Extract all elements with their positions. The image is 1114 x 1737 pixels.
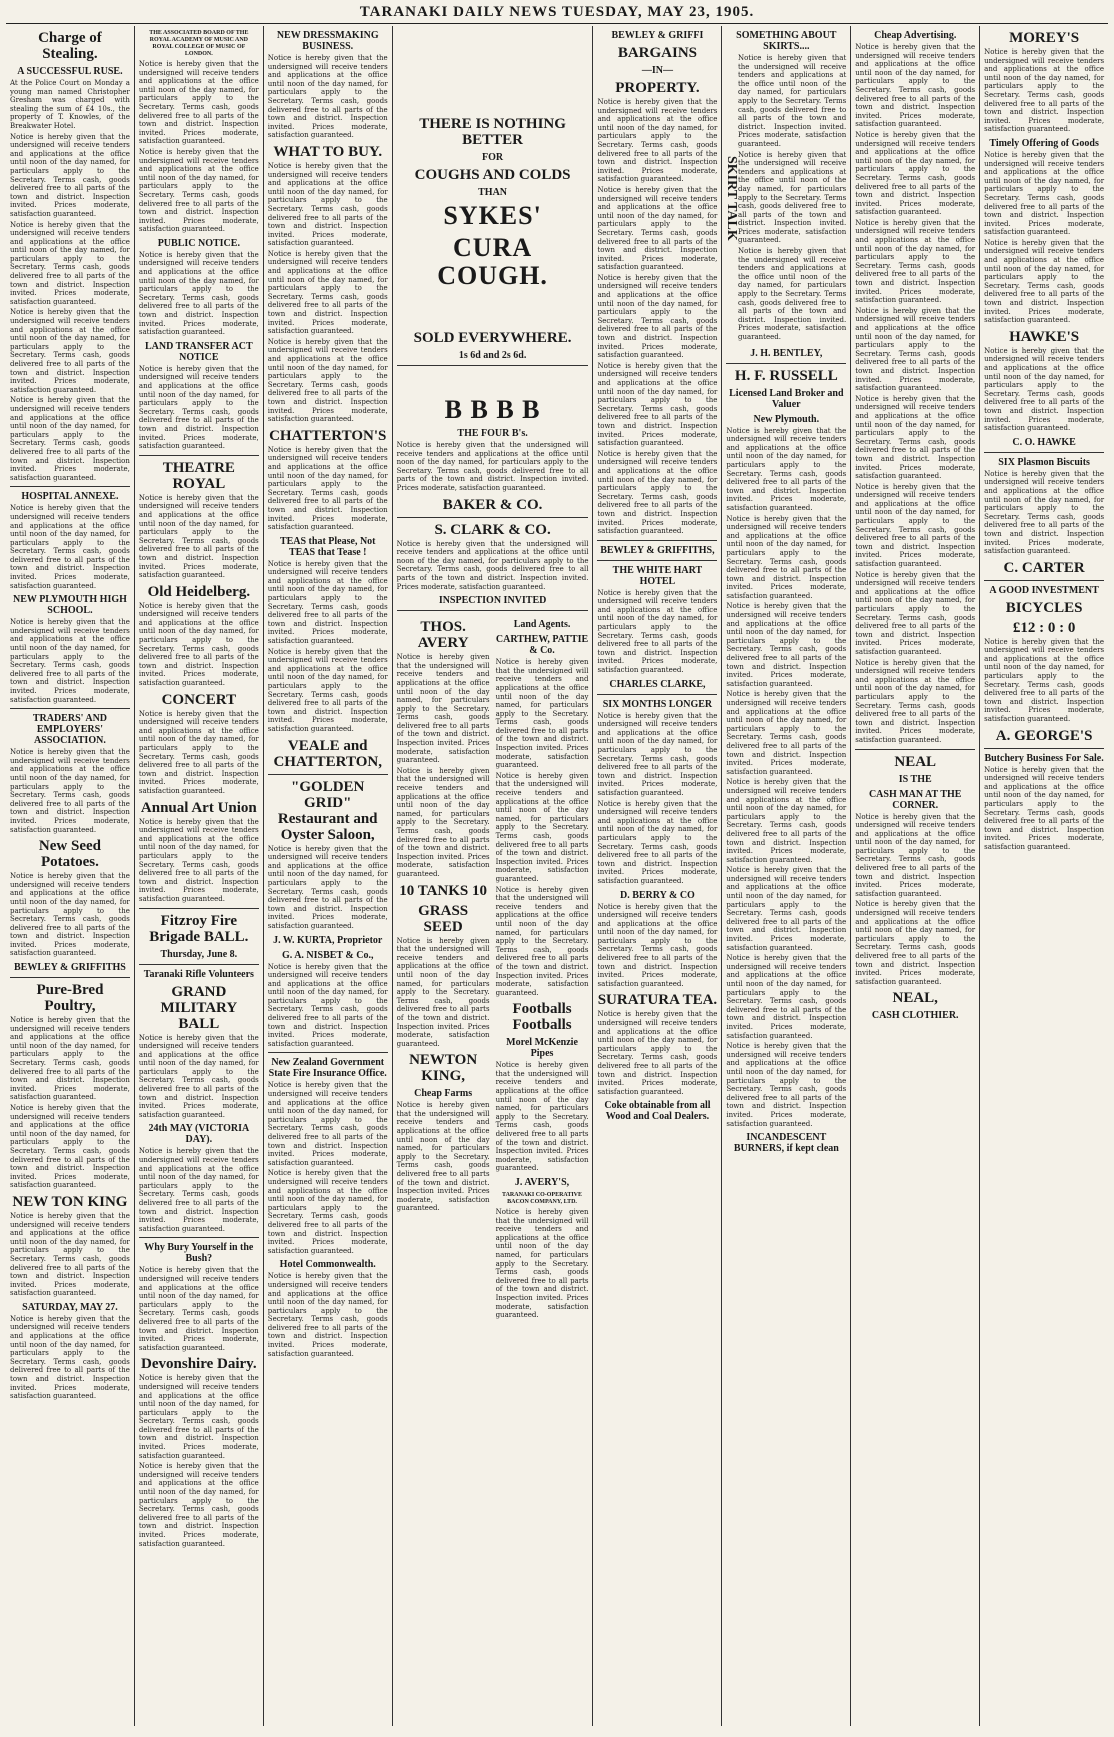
subheadline: A SUCCESSFUL RUSE. [17,66,123,77]
article-text: Notice is hereby given that the undersigned will receive tenders and applications at the office until noon of the day named, for particulars apply to the Secretary. Terms cash, goods delivered free to all parts of the town and district. Inspection invited. Prices moderate, satisfaction guaranteed. [726,778,847,864]
column-4 [393,26,594,1726]
article-text: Notice is hereby given that the undersigned will receive tenders and applications at the office until noon of the day named, for particulars apply to the Secretary. Terms cash, goods delivered free to all parts of the town and district. Inspection invited. Prices moderate, satisfaction guaranteed. [10,748,130,834]
heading: THOS. AVERY [417,619,469,652]
heading: TEAS that Please, Not TEAS that Tease ! [279,535,376,558]
heading: THE ASSOCIATED BOARD OF THE ROYAL ACADEMY OF MUSIC AND ROYAL COLLEGE OF MUSIC OF LONDON. [149,30,249,57]
heading: —IN— [641,65,673,76]
article-text: Notice is hereby given that the undersigned will receive tenders and applications at the office until noon of the day named, for particulars apply to the Secretary. Terms cash, goods delivered free to all parts of the town and district. Inspection invited. Prices moderate, satisfaction guaranteed. [737,247,847,341]
heading: SURATURA TEA. [597,992,718,1009]
heading: A. GEORGE'S [995,727,1093,744]
article-text: Notice is hereby given that the undersigned will receive tenders and applications at the office until noon of the day named, for particulars apply to the Secretary. Terms cash, goods delivered free to all parts of the town and district. Inspection invited. Prices moderate, satisfaction guaranteed. [726,602,847,688]
heading: Footballs Footballs [512,1001,572,1034]
article-text: Notice is hereby given that the undersigned will receive tenders and applications at the office until noon of the day named, for particulars apply to the Secretary. Terms cash, goods delivered free to all parts of the town and district. Inspection invited. Prices moderate, satisfaction guaranteed. [737,54,847,148]
article-text: Notice is hereby given that the undersigned will receive tenders and applications at the office until noon of the day named, for particulars apply to the Secretary. Terms cash, goods delivered free to all parts of the town and district. Inspection invited. Prices moderate, satisfaction guaranteed. [984,150,1105,237]
article-text: Notice is hereby given that the undersigned will receive tenders and applications at the office until noon of the day named, for particulars apply to the Secretary. Terms cash, goods delivered free to all parts of the town and district. Inspection invited. Prices moderate, satisfaction guaranteed. [597,98,718,184]
heading: J. H. BENTLEY, [750,347,823,359]
heading: HOSPITAL ANNEXE. [21,491,119,503]
heading: SOMETHING ABOUT SKIRTS.... [736,30,837,52]
heading: NEWTON KING, [409,1052,478,1085]
article-text: Notice is hereby given that the undersigned will receive tenders and applications at the office until noon of the day named, for particulars apply to the Secretary. Terms cash, goods delivered free to all parts of the town and district. Inspection invited. Prices moderate, satisfaction guaranteed. [855,394,976,481]
heading: CHARLES CLARKE, [609,678,706,690]
article-text: Notice is hereby given that the undersigned will receive tenders and applications at the office until noon of the day named, for particulars apply to the Secretary. Terms cash, goods delivered free to all parts of the town and district. Inspection invited. Prices moderate, satisfaction guaranteed. [396,936,490,1048]
article-text: Notice is hereby given that the undersigned will receive tenders and applications at the office until noon of the day named, for particulars apply to the Secretary. Terms cash, goods delivered free to all parts of the town and district. Inspection invited. Prices moderate, satisfaction guaranteed. [855,658,976,744]
heading: B B B B [444,395,541,424]
column-3 [264,26,393,1726]
article-text: Notice is hereby given that the undersigned will receive tenders and applications at the office until noon of the day named, for particulars apply to the Secretary. Terms cash, goods delivered free to all parts of the town and district. Inspection invited. Prices moderate, satisfaction guaranteed. [855,900,976,986]
heading: Pure-Bred Poultry, [36,982,104,1015]
article-text: Notice is hereby given that the undersigned will receive tenders and applications at the office until noon of the day named, for particulars apply to the Secretary. Terms cash, goods delivered free to all parts of the town and district. Inspection invited. Prices moderate, satisfaction guaranteed. [138,1462,259,1548]
column-9 [980,26,1108,1726]
article-text: Notice is hereby given that the undersigned will receive tenders and applications at the office until noon of the day named, for particulars apply to the Secretary. Terms cash, goods delivered free to all parts of the town and district. Inspection invited. Prices moderate, satisfaction guaranteed. [10,504,130,590]
article-text: Notice is hereby given that the undersigned will receive tenders and applications at the office until noon of the day named, for particulars apply to the Secretary. Terms cash, goods delivered free to all parts of the town and district. Inspection invited. Prices moderate, satisfaction guaranteed. [10,1104,130,1190]
heading: VEALE and CHATTERTON, [273,737,382,770]
article-text: Notice is hereby given that the undersigned will receive tenders and applications at the office until noon of the day named, for particulars apply to the Secretary. Terms cash, goods delivered free to all parts of the town and district. Inspection invited. Prices moderate, satisfaction guaranteed. [597,361,718,448]
heading: MOREY'S [1009,30,1080,46]
article-text: Notice is hereby given that the undersigned will receive tenders and applications at the office until noon of the day named, for particulars apply to the Secretary. Terms cash, goods delivered free to all parts of the town and district. Inspection invited. Prices moderate, satisfaction guaranteed. [267,647,388,733]
heading: THE WHITE HART HOTEL [612,564,703,587]
article-text: Notice is hereby given that the undersigned will receive tenders and applications at the office until noon of the day named, for particulars apply to the Secretary. Terms cash, goods delivered free to all parts of the town and district. Inspection invited. Prices moderate, satisfaction guaranteed. [10,220,130,306]
heading: NEAL [894,753,937,770]
heading: PUBLIC NOTICE. [157,237,240,249]
heading: S. CLARK & CO. [434,521,551,538]
article-text: Notice is hereby given that the undersigned will receive tenders and applications at the office until noon of the day named, for particulars apply to the Secretary. Terms cash, goods delivered free to all parts of the town and district. Inspection invited. Prices moderate, satisfaction guaranteed. [984,48,1105,134]
column-7 [722,26,851,1726]
article-text: Notice is hereby given that the undersigned will receive tenders and applications at the office until noon of the day named, for particulars apply to the Secretary. Terms cash, goods delivered free to all parts of the town and district. Inspection invited. Prices moderate, satisfaction guaranteed. [855,130,976,217]
article-text: Notice is hereby given that the undersigned will receive tenders and applications at the office until noon of the day named, for particulars apply to the Secretary. Terms cash, goods delivered free to all parts of the town and district. Inspection invited. Prices moderate, satisfaction guaranteed. [597,588,718,675]
heading: IS THE [898,773,932,785]
heading: BAKER & CO. [442,496,543,513]
article-text: Notice is hereby given that the undersigned will receive tenders and applications at the office until noon of the day named, for particulars apply to the Secretary. Terms cash, goods delivered free to all parts of the town and district. Inspection invited. Prices moderate, satisfaction guaranteed. [396,539,589,591]
article-text: Notice is hereby given that the undersigned will receive tenders and applications at the office until noon of the day named, for particulars apply to the Secretary. Terms cash, goods delivered free to all parts of the town and district. Inspection invited. Prices moderate, satisfaction guaranteed. [396,441,589,492]
heading: GRAND MILITARY BALL [160,983,238,1032]
article-text: Notice is hereby given that the undersigned will receive tenders and applications at the office until noon of the day named, for particulars apply to the Secretary. Terms cash, goods delivered free to all parts of the town and district. Inspection invited. Prices moderate, satisfaction guaranteed. [138,364,259,451]
heading: G. A. NISBET & Co., [281,949,374,961]
heading: BICYCLES [1005,599,1083,616]
heading: THAN [478,187,508,198]
heading: INSPECTION INVITED [438,595,547,607]
headline: Charge of Stealing. [38,30,102,62]
heading: NEW TON KING [12,1193,128,1210]
heading: HAWKE'S [1009,328,1080,345]
article-text: Notice is hereby given that the undersigned will receive tenders and applications at the office until noon of the day named, for particulars apply to the Secretary. Terms cash, goods delivered free to all parts of the town and district. Inspection invited. Prices moderate, satisfaction guaranteed. [737,150,847,245]
heading: A GOOD INVESTMENT [989,584,1099,596]
article-text: Notice is hereby given that the undersigned will receive tenders and applications at the office until noon of the day named, for particulars apply to the Secretary. Terms cash, goods delivered free to all parts of the town and district. Inspection invited. Prices moderate, satisfaction guaranteed. [495,885,589,997]
heading: SIX Plasmon Biscuits [998,456,1090,468]
heading: COUGHS AND COLDS [414,167,571,183]
article-text: Notice is hereby given that the undersigned will receive tenders and applications at the office until noon of the day named, for particulars apply to the Secretary. Terms cash, goods delivered free to all parts of the town and district. Inspection invited. Prices moderate, satisfaction guaranteed. [267,249,388,336]
heading: 10 TANKS 10 [399,882,488,899]
article-text: Notice is hereby given that the undersigned will receive tenders and applications at the office until noon of the day named, for particulars apply to the Secretary. Terms cash, goods delivered free to all parts of the town and district. Inspection invited. Prices moderate, satisfaction guaranteed. [267,54,388,140]
article-text: Notice is hereby given that the undersigned will receive tenders and applications at the office until noon of the day named, for particulars apply to the Secretary. Terms cash, goods delivered free to all parts of the town and district. Inspection invited. Prices moderate, satisfaction guaranteed. [984,637,1105,724]
article-text: Notice is hereby given that the undersigned will receive tenders and applications at the office until noon of the day named, for particulars apply to the Secretary. Terms cash, goods delivered free to all parts of the town and district. Inspection invited. Prices moderate, satisfaction guaranteed. [267,337,388,424]
heading: WHAT TO BUY. [273,143,383,160]
heading: Morel McKenzie Pipes [506,1037,578,1060]
heading: Annual Art Union [140,799,257,816]
article-text: Notice is hereby given that the undersigned will receive tenders and applications at the office until noon of the day named, for particulars apply to the Secretary. Terms cash, goods delivered free to all parts of the town and district. Inspection invited. Prices moderate, satisfaction guaranteed. [267,1081,388,1167]
heading: 24th MAY (VICTORIA DAY). [148,1123,250,1146]
article-text: Notice is hereby given that the undersigned will receive tenders and applications at the office until noon of the day named, for particulars apply to the Secretary. Terms cash, goods delivered free to all parts of the town and district. Inspection invited. Prices moderate, satisfaction guaranteed. [597,273,718,360]
heading: Cheap Advertising. [874,30,957,41]
article-text: Notice is hereby given that the undersigned will receive tenders and applications at the office until noon of the day named, for particulars apply to the Secretary. Terms cash, goods delivered free to all parts of the town and district. Inspection invited. Prices moderate, satisfaction guaranteed. [267,445,388,532]
article-text: Notice is hereby given that the undersigned will receive tenders and applications at the office until noon of the day named, for particulars apply to the Secretary. Terms cash, goods delivered free to all parts of the town and district. Inspection invited. Prices moderate, satisfaction guaranteed. [597,185,718,272]
article-text: Notice is hereby given that the undersigned will receive tenders and applications at the office until noon of the day named, for particulars apply to the Secretary. Terms cash, goods delivered free to all parts of the town and district. Inspection invited. Prices moderate, satisfaction guaranteed. [726,954,847,1040]
article-text: Notice is hereby given that the undersigned will receive tenders and applications at the office until noon of the day named, for particulars apply to the Secretary. Terms cash, goods delivered free to all parts of the town and district. Inspection invited. Prices moderate, satisfaction guaranteed. [984,346,1105,433]
article-text: Notice is hereby given that the undersigned will receive tenders and applications at the office until noon of the day named, for particulars apply to the Secretary. Terms cash, goods delivered free to all parts of the town and district. Inspection invited. Prices moderate, satisfaction guaranteed. [10,1314,130,1401]
article-text: Notice is hereby given that the undersigned will receive tenders and applications at the office until noon of the day named, for particulars apply to the Secretary. Terms cash, goods delivered free to all parts of the town and district. Inspection invited. Prices moderate, satisfaction guaranteed. [726,690,847,776]
article-text: Notice is hereby given that the undersigned will receive tenders and applications at the office until noon of the day named, for particulars apply to the Secretary. Terms cash, goods delivered free to all parts of the town and district. Inspection invited. Prices moderate, satisfaction guaranteed. [10,132,130,218]
article-text: Notice is hereby given that the undersigned will receive tenders and applications at the office until noon of the day named, for particulars apply to the Secretary. Terms cash, goods delivered free to all parts of the town and district. Inspection invited. Prices moderate, satisfaction guaranteed. [597,1010,718,1096]
heading: C. CARTER [1003,559,1085,576]
article-text: Notice is hereby given that the undersigned will receive tenders and applications at the office until noon of the day named, for particulars apply to the Secretary. Terms cash, goods delivered free to all parts of the town and district. Inspection invited. Prices moderate, satisfaction guaranteed. [984,765,1105,851]
heading: SOLD EVERYWHERE. [413,330,572,346]
heading: £12 : 0 : 0 [1012,619,1076,636]
heading: Fitzroy Fire Brigade BALL. [149,912,249,945]
article-text: At the Police Court on Monday a young man named Christopher Gresham was charged with stealing the sum of £4 10s., the property of T. Knowles, of the Breakwater Hotel. [10,79,130,130]
heading: Timely Offering of Goods [989,137,1099,149]
article-text: Notice is hereby given that the undersigned will receive tenders and applications at the office until noon of the day named, for particulars apply to the Secretary. Terms cash, goods delivered free to all parts of the town and district. Inspection invited. Prices moderate, satisfaction guaranteed. [396,653,490,765]
article-text: Notice is hereby given that the undersigned will receive tenders and applications at the office until noon of the day named, for particulars apply to the Secretary. Terms cash, goods delivered free to all parts of the town and district. Inspection invited. Prices moderate, satisfaction guaranteed. [495,1208,589,1320]
article-text: Notice is hereby given that the undersigned will receive tenders and applications at the office until noon of the day named, for particulars apply to the Secretary. Terms cash, goods delivered free to all parts of the town and district. Inspection invited. Prices moderate, satisfaction guaranteed. [267,844,388,930]
article-text: Notice is hereby given that the undersigned will receive tenders and applications at the office until noon of the day named, for particulars apply to the Secretary. Terms cash, goods delivered free to all parts of the town and district. Inspection invited. Prices moderate, satisfaction guaranteed. [138,601,259,688]
article-text: Notice is hereby given that the undersigned will receive tenders and applications at the office until noon of the day named, for particulars apply to the Secretary. Terms cash, goods delivered free to all parts of the town and district. Inspection invited. Prices moderate, satisfaction guaranteed. [495,658,589,770]
heading: CARTHEW, PATTIE & Co. [495,634,589,657]
heading: Thursday, June 8. [160,948,238,960]
heading: BEWLEY & GRIFFITHS [14,962,126,974]
article-text: Notice is hereby given that the undersigned will receive tenders and applications at the office until noon of the day named, for particulars apply to the Secretary. Terms cash, goods delivered free to all parts of the town and district. Inspection invited. Prices moderate, satisfaction guaranteed. [984,469,1105,556]
article-text: Notice is hereby given that the undersigned will receive tenders and applications at the office until noon of the day named, for particulars apply to the Secretary. Terms cash, goods delivered free to all parts of the town and district. Inspection invited. Prices moderate, satisfaction guaranteed. [726,1042,847,1128]
heading: GRASS SEED [418,902,469,935]
heading: BEWLEY & GRIFFITHS, [600,544,715,556]
article-text: Notice is hereby given that the undersigned will receive tenders and applications at the office until noon of the day named, for particulars apply to the Secretary. Terms cash, goods delivered free to all parts of the town and district. Inspection invited. Prices moderate, satisfaction guaranteed. [267,161,388,248]
heading: NEW DRESSMAKING BUSINESS. [276,30,379,52]
article-text: Notice is hereby given that the undersigned will receive tenders and applications at the office until noon of the day named, for particulars apply to the Secretary. Terms cash, goods delivered free to all parts of the town and district. Inspection invited. Prices moderate, satisfaction guaranteed. [10,872,130,958]
heading: "GOLDEN GRID" Restaurant and Oyster Saloon, [277,778,378,843]
heading: BARGAINS [617,45,698,61]
article-text: Notice is hereby given that the undersigned will receive tenders and applications at the office until noon of the day named, for particulars apply to the Secretary. Terms cash, goods delivered free to all parts of the town and district. Inspection invited. Prices moderate, satisfaction guaranteed. [855,218,976,305]
heading: THE FOUR B's. [457,428,528,439]
column-8 [851,26,980,1726]
heading: BEWLEY & GRIFFI [611,30,704,41]
article-text: Notice is hereby given that the undersigned will receive tenders and applications at the office until noon of the day named, for particulars apply to the Secretary. Terms cash, goods delivered free to all parts of the town and district. Inspection invited. Prices moderate, satisfaction guaranteed. [855,306,976,393]
heading: Licensed Land Broker and Valuer [729,387,844,410]
article-text: Notice is hereby given that the undersigned will receive tenders and applications at the office until noon of the day named, for particulars apply to the Secretary. Terms cash, goods delivered free to all parts of the town and district. Inspection invited. Prices moderate, satisfaction guaranteed. [267,559,388,646]
heading: SIX MONTHS LONGER [602,698,713,710]
heading: Butchery Business For Sale. [984,752,1104,764]
heading: TARANAKI CO-OPERATIVE BACON COMPANY, LTD. [502,1192,582,1205]
article-text: Notice is hereby given that the undersigned will receive tenders and applications at the office until noon of the day named, for particulars apply to the Secretary. Terms cash, goods delivered free to all parts of the town and district. Inspection invited. Prices moderate, satisfaction guaranteed. [495,1061,589,1173]
column-2 [135,26,264,1726]
article-text: Notice is hereby given that the undersigned will receive tenders and applications at the office until noon of the day named, for particulars apply to the Secretary. Terms cash, goods delivered free to all parts of the town and district. Inspection invited. Prices moderate, satisfaction guaranteed. [855,43,976,129]
heading: CHATTERTON'S [269,427,387,444]
heading: 1s 6d and 2s 6d. [458,350,527,361]
article-text: Notice is hereby given that the undersigned will receive tenders and applications at the office until noon of the day named, for particulars apply to the Secretary. Terms cash, goods delivered free to all parts of the town and district. Inspection invited. Prices moderate, satisfaction guaranteed. [10,618,130,704]
heading: D. BERRY & CO [620,889,695,901]
side-label: SKIRT TALK [723,156,739,242]
heading: C. O. HAWKE [1012,436,1076,448]
article-text: Notice is hereby given that the undersigned will receive tenders and applications at the office until noon of the day named, for particulars apply to the Secretary. Terms cash, goods delivered free to all parts of the town and district. Inspection invited. Prices moderate, satisfaction guaranteed. [138,1374,259,1460]
heading: THERE IS NOTHING BETTER [419,116,566,148]
article-text: Notice is hereby given that the undersigned will receive tenders and applications at the office until noon of the day named, for particulars apply to the Secretary. Terms cash, goods delivered free to all parts of the town and district. Inspection invited. Prices moderate, satisfaction guaranteed. [597,902,718,988]
heading: NEAL, [892,990,938,1007]
article-text: Notice is hereby given that the undersigned will receive tenders and applications at the office until noon of the day named, for particulars apply to the Secretary. Terms cash, goods delivered free to all parts of the town and district. Inspection invited. Prices moderate, satisfaction guaranteed. [138,709,259,795]
article-text: Notice is hereby given that the undersigned will receive tenders and applications at the office until noon of the day named, for particulars apply to the Secretary. Terms cash, goods delivered free to all parts of the town and district. Inspection invited. Prices moderate, satisfaction guaranteed. [726,514,847,600]
article-text: Notice is hereby given that the undersigned will receive tenders and applications at the office until noon of the day named, for particulars apply to the Secretary. Terms cash, goods delivered free to all parts of the town and district. Inspection invited. Prices moderate, satisfaction guaranteed. [495,771,589,883]
heading: PROPERTY. [615,80,700,96]
heading: CONCERT [161,691,237,708]
article-text: Notice is hereby given that the undersigned will receive tenders and applications at the office until noon of the day named, for particulars apply to the Secretary. Terms cash, goods delivered free to all parts of the town and district. Inspection invited. Prices moderate, satisfaction guaranteed. [138,817,259,903]
article-text: Notice is hereby given that the undersigned will receive tenders and applications at the office until noon of the day named, for particulars apply to the Secretary. Terms cash, goods delivered free to all parts of the town and district. Inspection invited. Prices moderate, satisfaction guaranteed. [267,1272,388,1358]
heading: TRADERS' AND EMPLOYERS' ASSOCIATION. [32,713,108,747]
heading: INCANDESCENT BURNERS, if kept clean [733,1132,839,1155]
article-text: Notice is hereby given that the undersigned will receive tenders and applications at the office until noon of the day named, for particulars apply to the Secretary. Terms cash, goods delivered free to all parts of the town and district. Inspection invited. Prices moderate, satisfaction guaranteed. [10,1211,130,1298]
column-1 [6,26,135,1726]
article-text: Notice is hereby given that the undersigned will receive tenders and applications at the office until noon of the day named, for particulars apply to the Secretary. Terms cash, goods delivered free to all parts of the town and district. Inspection invited. Prices moderate, satisfaction guaranteed. [10,396,130,482]
masthead: TARANAKI DAILY NEWS TUESDAY, MAY 23, 1905. [6,4,1108,24]
article-text: Notice is hereby given that the undersigned will receive tenders and applications at the office until noon of the day named, for particulars apply to the Secretary. Terms cash, goods delivered free to all parts of the town and district. Inspection invited. Prices moderate, satisfaction guaranteed. [10,308,130,394]
article-text: Notice is hereby given that the undersigned will receive tenders and applications at the office until noon of the day named, for particulars apply to the Secretary. Terms cash, goods delivered free to all parts of the town and district. Inspection invited. Prices moderate, satisfaction guaranteed. [138,60,259,146]
article-text: Notice is hereby given that the undersigned will receive tenders and applications at the office until noon of the day named, for particulars apply to the Secretary. Terms cash, goods delivered free to all parts of the town and district. Inspection invited. Prices moderate, satisfaction guaranteed. [855,482,976,569]
heading: FOR [482,152,504,163]
article-text: Notice is hereby given that the undersigned will receive tenders and applications at the office until noon of the day named, for particulars apply to the Secretary. Terms cash, goods delivered free to all parts of the town and district. Inspection invited. Prices moderate, satisfaction guaranteed. [267,962,388,1048]
heading: CASH MAN AT THE CORNER. [868,788,962,811]
article-text: Notice is hereby given that the undersigned will receive tenders and applications at the office until noon of the day named, for particulars apply to the Secretary. Terms cash, goods delivered free to all parts of the town and district. Inspection invited. Prices moderate, satisfaction guaranteed. [138,1033,259,1119]
heading: THEATRE ROYAL [162,459,235,492]
heading: Hotel Commonwealth. [279,1259,376,1271]
article-text: Notice is hereby given that the undersigned will receive tenders and applications at the office until noon of the day named, for particulars apply to the Secretary. Terms cash, goods delivered free to all parts of the town and district. Inspection invited. Prices moderate, satisfaction guaranteed. [138,493,259,580]
heading: New Plymouth. [753,413,820,425]
heading: Why Bury Yourself in the Bush? [144,1242,254,1265]
article-text: Notice is hereby given that the undersigned will receive tenders and applications at the office until noon of the day named, for particulars apply to the Secretary. Terms cash, goods delivered free to all parts of the town and district. Inspection invited. Prices moderate, satisfaction guaranteed. [984,238,1105,325]
article-text: Notice is hereby given that the undersigned will receive tenders and applications at the office until noon of the day named, for particulars apply to the Secretary. Terms cash, goods delivered free to all parts of the town and district. Inspection invited. Prices moderate, satisfaction guaranteed. [597,449,718,536]
heading: J. AVERY'S, [514,1177,570,1188]
heading: Land Agents. [513,619,571,631]
heading: CASH CLOTHIER. [871,1010,959,1022]
article-text: Notice is hereby given that the undersigned will receive tenders and applications at the office until noon of the day named, for particulars apply to the Secretary. Terms cash, goods delivered free to all parts of the town and district. Inspection invited. Prices moderate, satisfaction guaranteed. [10,1016,130,1102]
heading: CURA COUGH. [437,233,548,290]
article-text: Notice is hereby given that the undersigned will receive tenders and applications at the office until noon of the day named, for particulars apply to the Secretary. Terms cash, goods delivered free to all parts of the town and district. Inspection invited. Prices moderate, satisfaction guaranteed. [396,1101,490,1213]
article-text: Notice is hereby given that the undersigned will receive tenders and applications at the office until noon of the day named, for particulars apply to the Secretary. Terms cash, goods delivered free to all parts of the town and district. Inspection invited. Prices moderate, satisfaction guaranteed. [597,711,718,797]
article-text: Notice is hereby given that the undersigned will receive tenders and applications at the office until noon of the day named, for particulars apply to the Secretary. Terms cash, goods delivered free to all parts of the town and district. Inspection invited. Prices moderate, satisfaction guaranteed. [726,866,847,952]
heading: SYKES' [443,201,542,230]
heading: LAND TRANSFER ACT NOTICE [145,340,253,363]
article-text: Notice is hereby given that the undersigned will receive tenders and applications at the office until noon of the day named, for particulars apply to the Secretary. Terms cash, goods delivered free to all parts of the town and district. Inspection invited. Prices moderate, satisfaction guaranteed. [138,1266,259,1352]
heading: Old Heidelberg. [147,583,251,600]
heading: Coke obtainable from all Wood and Coal Dealers. [604,1100,711,1123]
article-text: Notice is hereby given that the undersigned will receive tenders and applications at the office until noon of the day named, for particulars apply to the Secretary. Terms cash, goods delivered free to all parts of the town and district. Inspection invited. Prices moderate, satisfaction guaranteed. [855,812,976,898]
columns [6,26,1108,1726]
heading: NEW PLYMOUTH HIGH SCHOOL. [12,594,127,617]
heading: J. W. KURTA, Proprietor [273,934,383,946]
column-6 [593,26,722,1726]
heading: New Zealand Government State Fire Insurance Office. [268,1057,387,1080]
article-text: Notice is hereby given that the undersigned will receive tenders and applications at the office until noon of the day named, for particulars apply to the Secretary. Terms cash, goods delivered free to all parts of the town and district. Inspection invited. Prices moderate, satisfaction guaranteed. [138,250,259,337]
heading: SATURDAY, MAY 27. [22,1301,118,1313]
article-text: Notice is hereby given that the undersigned will receive tenders and applications at the office until noon of the day named, for particulars apply to the Secretary. Terms cash, goods delivered free to all parts of the town and district. Inspection invited. Prices moderate, satisfaction guaranteed. [138,147,259,234]
heading: Taranaki Rifle Volunteers [143,968,254,980]
article-text: Notice is hereby given that the undersigned will receive tenders and applications at the office until noon of the day named, for particulars apply to the Secretary. Terms cash, goods delivered free to all parts of the town and district. Inspection invited. Prices moderate, satisfaction guaranteed. [138,1147,259,1233]
heading: New Seed Potatoes. [38,838,101,871]
heading: Cheap Farms [414,1088,473,1100]
article-text: Notice is hereby given that the undersigned will receive tenders and applications at the office until noon of the day named, for particulars apply to the Secretary. Terms cash, goods delivered free to all parts of the town and district. Inspection invited. Prices moderate, satisfaction guaranteed. [267,1169,388,1255]
article-text: Notice is hereby given that the undersigned will receive tenders and applications at the office until noon of the day named, for particulars apply to the Secretary. Terms cash, goods delivered free to all parts of the town and district. Inspection invited. Prices moderate, satisfaction guaranteed. [726,426,847,512]
article-text: Notice is hereby given that the undersigned will receive tenders and applications at the office until noon of the day named, for particulars apply to the Secretary. Terms cash, goods delivered free to all parts of the town and district. Inspection invited. Prices moderate, satisfaction guaranteed. [855,570,976,656]
heading: H. F. RUSSELL [734,367,838,384]
heading: Devonshire Dairy. [141,1356,257,1373]
article-text: Notice is hereby given that the undersigned will receive tenders and applications at the office until noon of the day named, for particulars apply to the Secretary. Terms cash, goods delivered free to all parts of the town and district. Inspection invited. Prices moderate, satisfaction guaranteed. [597,799,718,885]
article-text: Notice is hereby given that the undersigned will receive tenders and applications at the office until noon of the day named, for particulars apply to the Secretary. Terms cash, goods delivered free to all parts of the town and district. Inspection invited. Prices moderate, satisfaction guaranteed. [396,766,490,878]
